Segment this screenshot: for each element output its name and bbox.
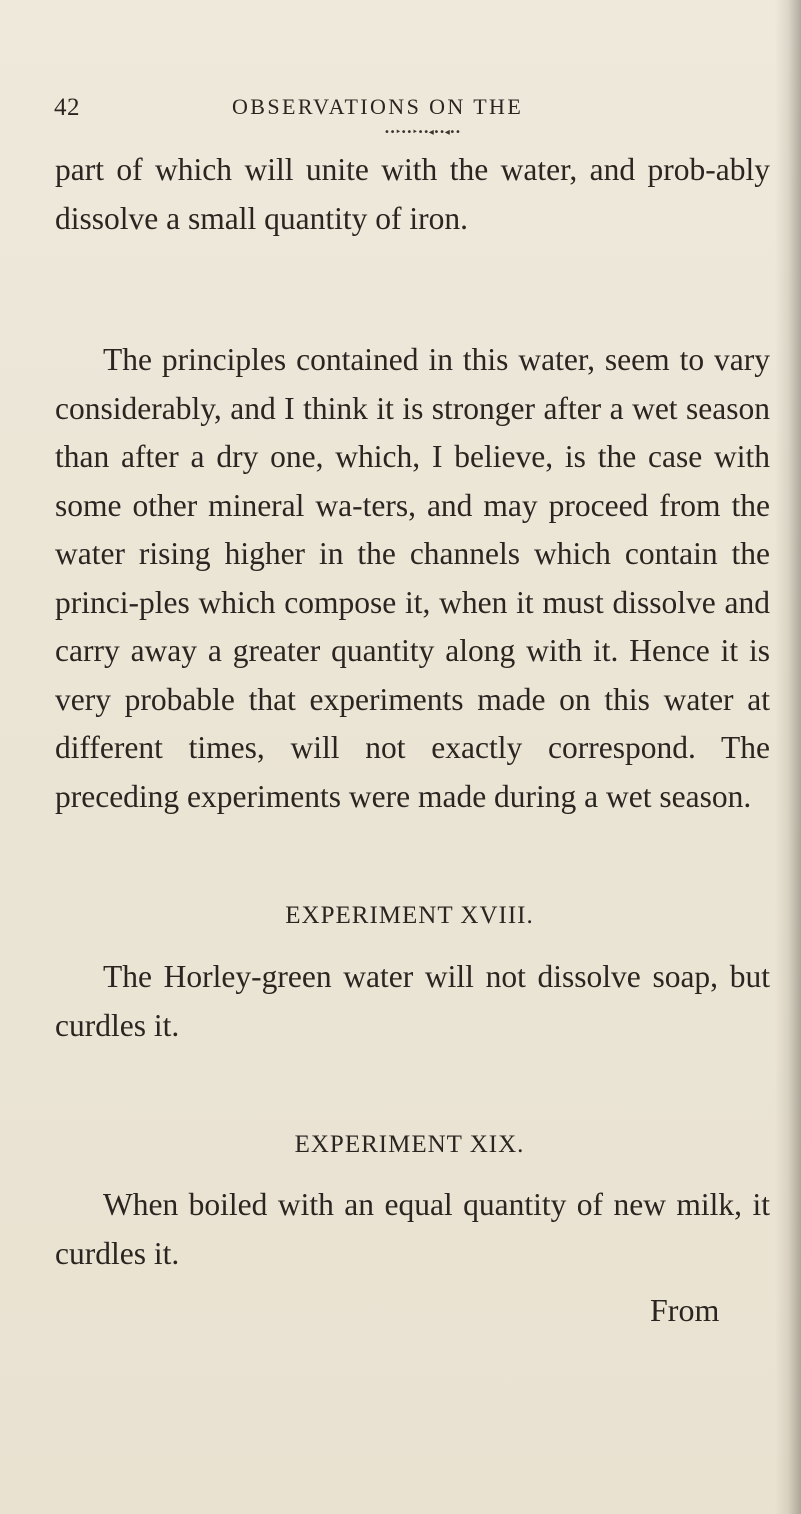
page-number: 42: [54, 94, 80, 121]
page-edge-shadow: [775, 0, 801, 1514]
experiment-18-text: The Horley-green water will not dissolve soap, but curdles it.: [55, 959, 770, 1043]
experiment-19-heading: EXPERIMENT XIX.: [294, 1131, 525, 1158]
header-ornament: ••‣••‣••◂••◂••: [384, 127, 461, 138]
principles-paragraph: The principles contained in this water, seem to vary considerably, and I think it is stronger after a wet season than after a dry one, which, I believe, is the case with some other mineral wa-ters, and may proceed from the water rising higher in the channels which contain the princi-ples which compose it, when it must dissolve and carry away a greater quantity along with it. Hence it is very probable that experiments made on this water at different times, will not exactly correspond. The preceding experiments were made during a wet season.: [55, 342, 770, 814]
continuation-paragraph: part of which will unite with the water, and prob-ably dissolve a small quantity of iron.: [55, 152, 770, 236]
catchword: From: [650, 1292, 720, 1328]
experiment-18-heading: EXPERIMENT XVIII.: [285, 902, 534, 929]
experiment-19-text: When boiled with an equal quantity of new milk, it curdles it.: [55, 1187, 770, 1271]
running-head: OBSERVATIONS ON THE: [232, 94, 524, 119]
